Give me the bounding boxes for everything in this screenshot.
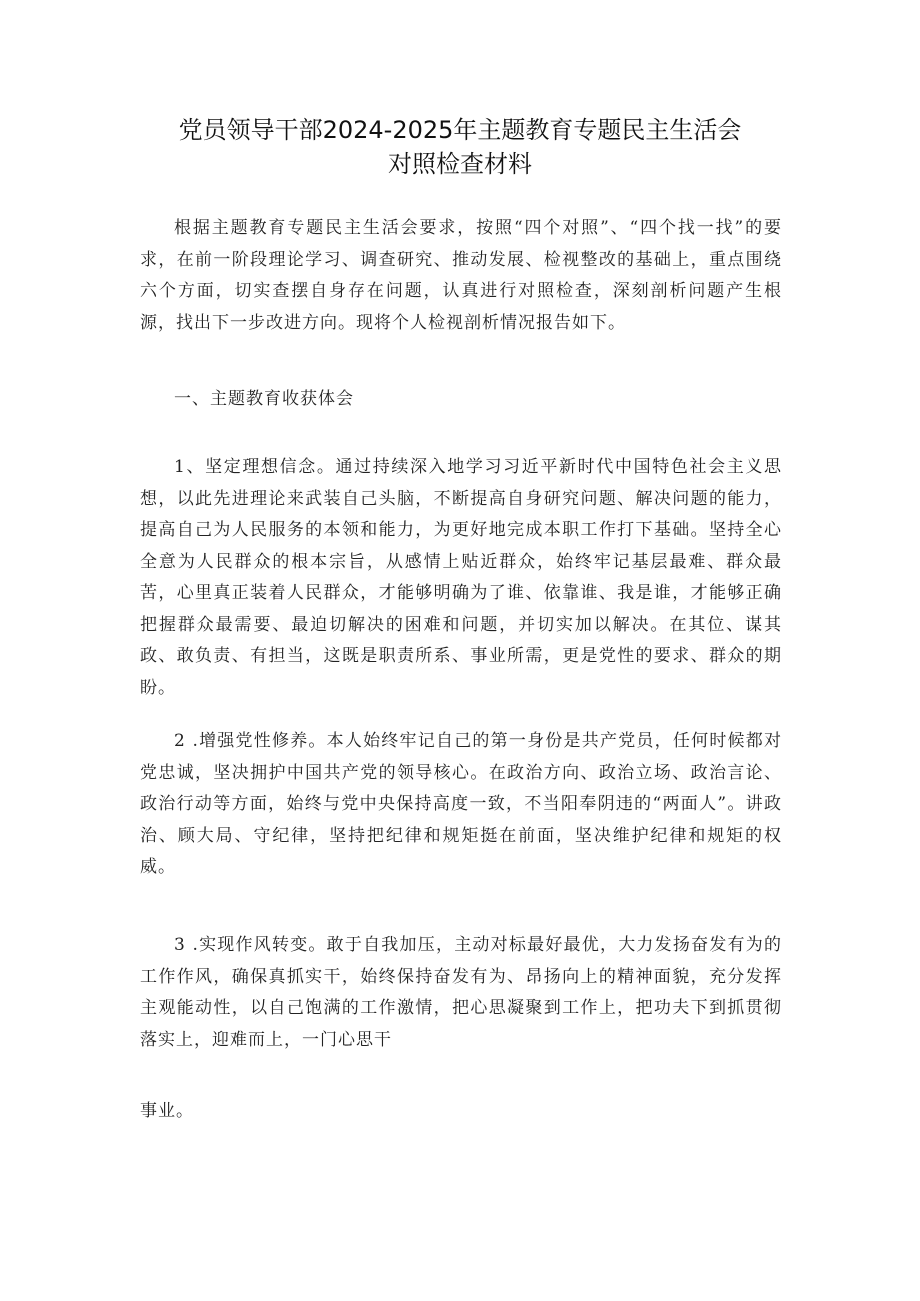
item-paragraph-2: 2 .增强党性修养。本人始终牢记自己的第一身份是共产党员，任何时候都对党忠诚，坚决拥护中国共产党的领导核心。在政治方向、政治立场、政治言论、政治行动等方面，始终与党中央保持高度一致，不当阳奉阴违的“两面人”。讲政治、顾大局、守纪律，坚持把纪律和规矩挺在前面，坚决维护纪律和规矩的权威。 xyxy=(140,731,782,877)
document-title-line-1: 党员领导干部2024-2025年主题教育专题民主生活会 xyxy=(178,116,742,144)
intro-paragraph: 根据主题教育专题民主生活会要求，按照“四个对照”、“四个找一找”的要求，在前一阶段理论学习、调查研究、推动发展、检视整改的基础上，重点围绕六个方面，切实查摆自身存在问题，认真进行对照检查，深刻剖析问题产生根源，找出下一步改进方向。现将个人检视剖析情况报告如下。 xyxy=(140,218,782,333)
item-paragraph-3: 3 .实现作风转变。敢于自我加压，主动对标最好最优，大力发扬奋发有为的工作作风，确保真抓实干，始终保持奋发有为、昂扬向上的精神面貌，充分发挥主观能动性，以自己饱满的工作激情，把心思凝聚到工作上，把功夫下到抓贯彻落实上，迎难而上，一门心思干 xyxy=(140,935,782,1050)
section-heading-1: 一、主题教育收获体会 xyxy=(174,389,354,409)
item-paragraph-3-tail: 事业。 xyxy=(140,1101,194,1121)
item-paragraph-1: 1、坚定理想信念。通过持续深入地学习习近平新时代中国特色社会主义思想，以此先进理论来武装自己头脑，不断提高自身研究问题、解决问题的能力，提高自己为人民服务的本领和能力，为更好地完成本职工作打下基础。坚持全心全意为人民群众的根本宗旨，从感情上贴近群众，始终牢记基层最难、群众最苦，心里真正装着人民群众，才能够明确为了谁、依靠谁、我是谁，才能够正确把握群众最需要、最迫切解决的困难和问题，并切实加以解决。在其位、谋其政、敢负责、有担当，这既是职责所系、事业所需，更是党性的要求、群众的期盼。 xyxy=(140,457,782,698)
document-title-line-2: 对照检查材料 xyxy=(388,150,532,178)
